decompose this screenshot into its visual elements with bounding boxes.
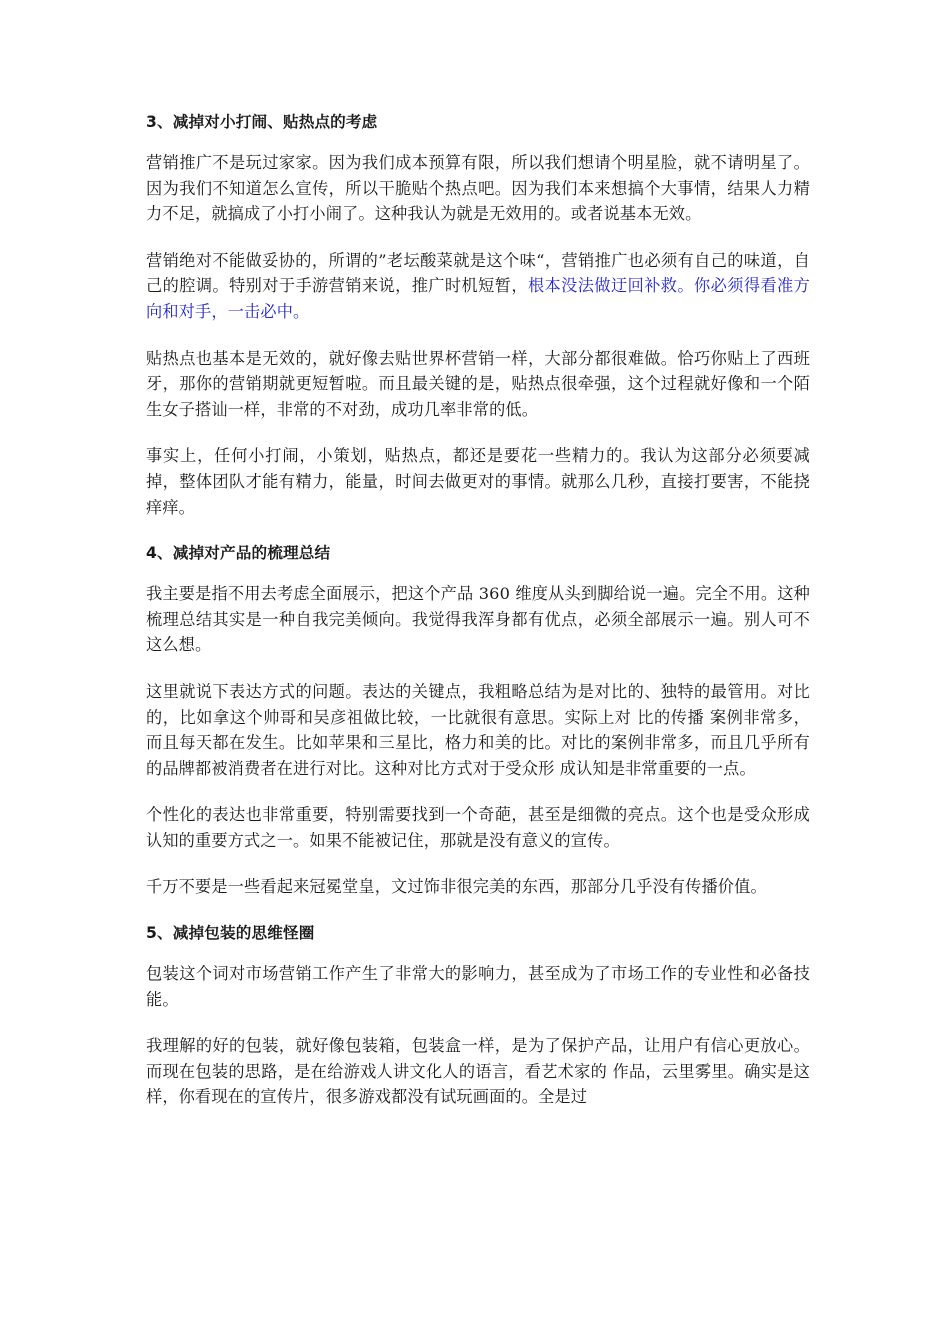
paragraph: 事实上，任何小打闹，小策划，贴热点，都还是要花一些精力的。我认为这部分必须要减掉，整体团队才能有精力，能量，时间去做更对的事情。就那么几秒，直接打要害，不能挠痒痒。 — [146, 446, 810, 517]
highlighted-text: 根本没法做迂回补救。你必须得看准方向和对手，一击必中。 — [146, 276, 810, 321]
paragraph: 贴热点也基本是无效的，就好像去贴世界杯营销一样，大部分都很难做。恰巧你贴上了西班牙，那你的营销期就更短暂啦。而且最关键的是，贴热点很牵强，这个过程就好像和一个陌生女子搭讪一样，非常的不对劲，成功几率非常的低。 — [146, 348, 810, 419]
paragraph: 个性化的表达也非常重要，特别需要找到一个奇葩，甚至是细微的亮点。这个也是受众形成认知的重要方式之一。如果不能被记住，那就是没有意义的宣传。 — [146, 805, 810, 850]
paragraph: 我理解的好的包装，就好像包装箱，包装盒一样，是为了保护产品，让用户有信心更放心。而现在包装的思路，是在给游戏人讲文化人的语言，看艺术家的 作品，云里雾里。确实是这样，你看现在的宣传片，很多游戏都没有试玩画面的。全是过 — [146, 1036, 810, 1107]
section-4-heading: 4、减掉对产品的梳理总结 — [146, 544, 331, 563]
paragraph: 千万不要是一些看起来冠冕堂皇，文过饰非很完美的东西，那部分几乎没有传播价值。 — [146, 877, 767, 897]
section-5-heading: 5、减掉包装的思维怪圈 — [146, 924, 315, 943]
paragraph: 包装这个词对市场营销工作产生了非常大的影响力，甚至成为了市场工作的专业性和必备技能。 — [146, 964, 810, 1009]
section-3-heading: 3、减掉对小打闹、贴热点的考虑 — [146, 113, 378, 131]
paragraph: 这里就说下表达方式的问题。表达的关键点，我粗略总结为是对比的、独特的最管用。对比的，比如拿这个帅哥和吴彦祖做比较，一比就很有意思。实际上对 比的传播 案例非常多，而且每天都在发生。比如苹果和三星比，格力和美的比。对比的案例非常多，而且几乎所有的品牌都被消费者在进行对比。这种对比方式对于受众形 成认知是非常重要的一点。 — [146, 681, 810, 778]
document-body — [146, 110, 810, 1131]
paragraph: 营销推广不是玩过家家。因为我们成本预算有限，所以我们想请个明星脸，就不请明星了。因为我们不知道怎么宣传，所以干脆贴个热点吧。因为我们本来想搞个大事情，结果人力精力不足，就搞成了小打小闹了。这种我认为就是无效用的。或者说基本无效。 — [146, 153, 810, 224]
paragraph-text: 营销绝对不能做妥协的，所谓的”老坛酸菜就是这个味“，营销推广也必须有自己的味道，自己的腔调。特别对于手游营销来说，推广时机短暂， — [146, 250, 810, 296]
paragraph-with-highlight — [146, 248, 810, 325]
paragraph: 我主要是指不用去考虑全面展示，把这个产品 360 维度从头到脚给说一遍。完全不用。这种梳理总结其实是一种自我完美倾向。我觉得我浑身都有优点，必须全部展示一遍。别人可不这么想。 — [146, 584, 810, 655]
